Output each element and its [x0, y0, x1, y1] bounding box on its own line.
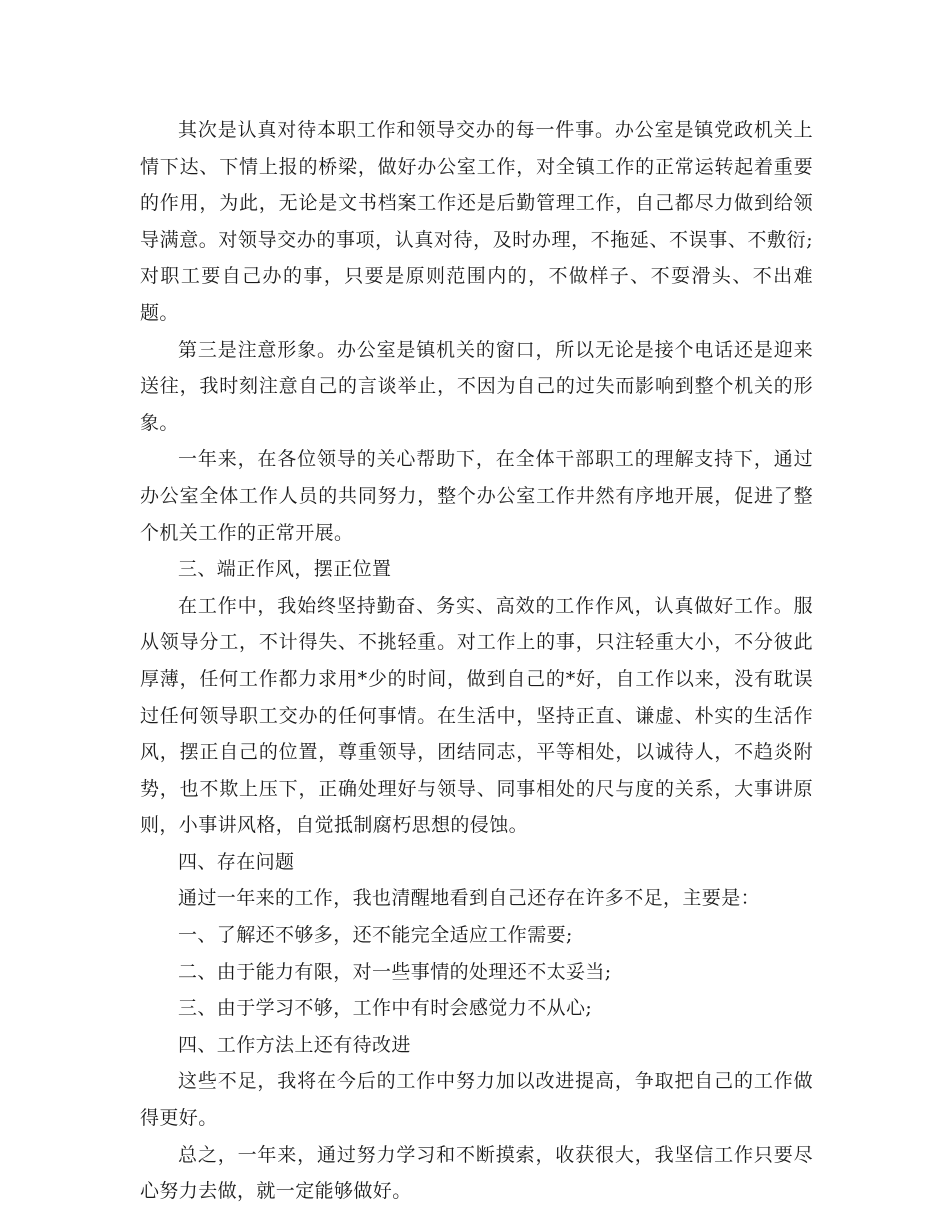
paragraph-improvement: 这些不足，我将在今后的工作中努力加以改进提高，争取把自己的工作做得更好。 [140, 1070, 813, 1130]
paragraph-image: 第三是注意形象。办公室是镇机关的窗口，所以无论是接个电话还是迎来送往，我时刻注意自己的言谈举止，不因为自己的过失而影响到整个机关的形象。 [140, 338, 813, 434]
section-heading-work-style: 三、端正作风，摆正位置 [178, 558, 392, 581]
document-body [140, 112, 813, 1210]
problem-item-3: 三、由于学习不够，工作中有时会感觉力不从心; [178, 997, 593, 1020]
paragraph-duties: 其次是认真对待本职工作和领导交办的每一件事。办公室是镇党政机关上情下达、下情上报的桥梁，做好办公室工作，对全镇工作的正常运转起着重要的作用，为此，无论是文书档案工作还是后勤管理工作，自己都尽力做到给领导满意。对领导交办的事项，认真对待，及时办理，不拖延、不误事、不敷衍;对职工要自己办的事，只要是原则范围内的，不做样子、不耍滑头、不出难题。 [140, 119, 813, 324]
paragraph-work-style: 在工作中，我始终坚持勤奋、务实、高效的工作作风，认真做好工作。服从领导分工，不计得失、不挑轻重。对工作上的事，只注轻重大小，不分彼此厚薄，任何工作都力求用*少的时间，做到自己的*好，自工作以来，没有耽误过任何领导职工交办的任何事情。在生活中，坚持正直、谦虚、朴实的生活作风，摆正自己的位置，尊重领导，团结同志，平等相处，以诚待人，不趋炎附势，也不欺上压下，正确处理好与领导、同事相处的尺与度的关系，大事讲原则，小事讲风格，自觉抵制腐朽思想的侵蚀。 [140, 594, 813, 837]
paragraph-problems-intro: 通过一年来的工作，我也清醒地看到自己还存在许多不足，主要是： [178, 887, 761, 910]
problem-item-2: 二、由于能力有限，对一些事情的处理还不太妥当; [178, 960, 612, 983]
paragraph-conclusion: 总之，一年来，通过努力学习和不断摸索，收获很大，我坚信工作只要尽心努力去做，就一定能够做好。 [140, 1143, 813, 1203]
section-heading-problems: 四、存在问题 [178, 850, 295, 873]
paragraph-year-summary: 一年来，在各位领导的关心帮助下，在全体干部职工的理解支持下，通过办公室全体工作人员的共同努力，整个办公室工作井然有序地开展，促进了整个机关工作的正常开展。 [140, 448, 813, 544]
problem-item-1: 一、了解还不够多，还不能完全适应工作需要; [178, 924, 573, 947]
problem-item-4: 四、工作方法上还有待改进 [178, 1033, 411, 1056]
